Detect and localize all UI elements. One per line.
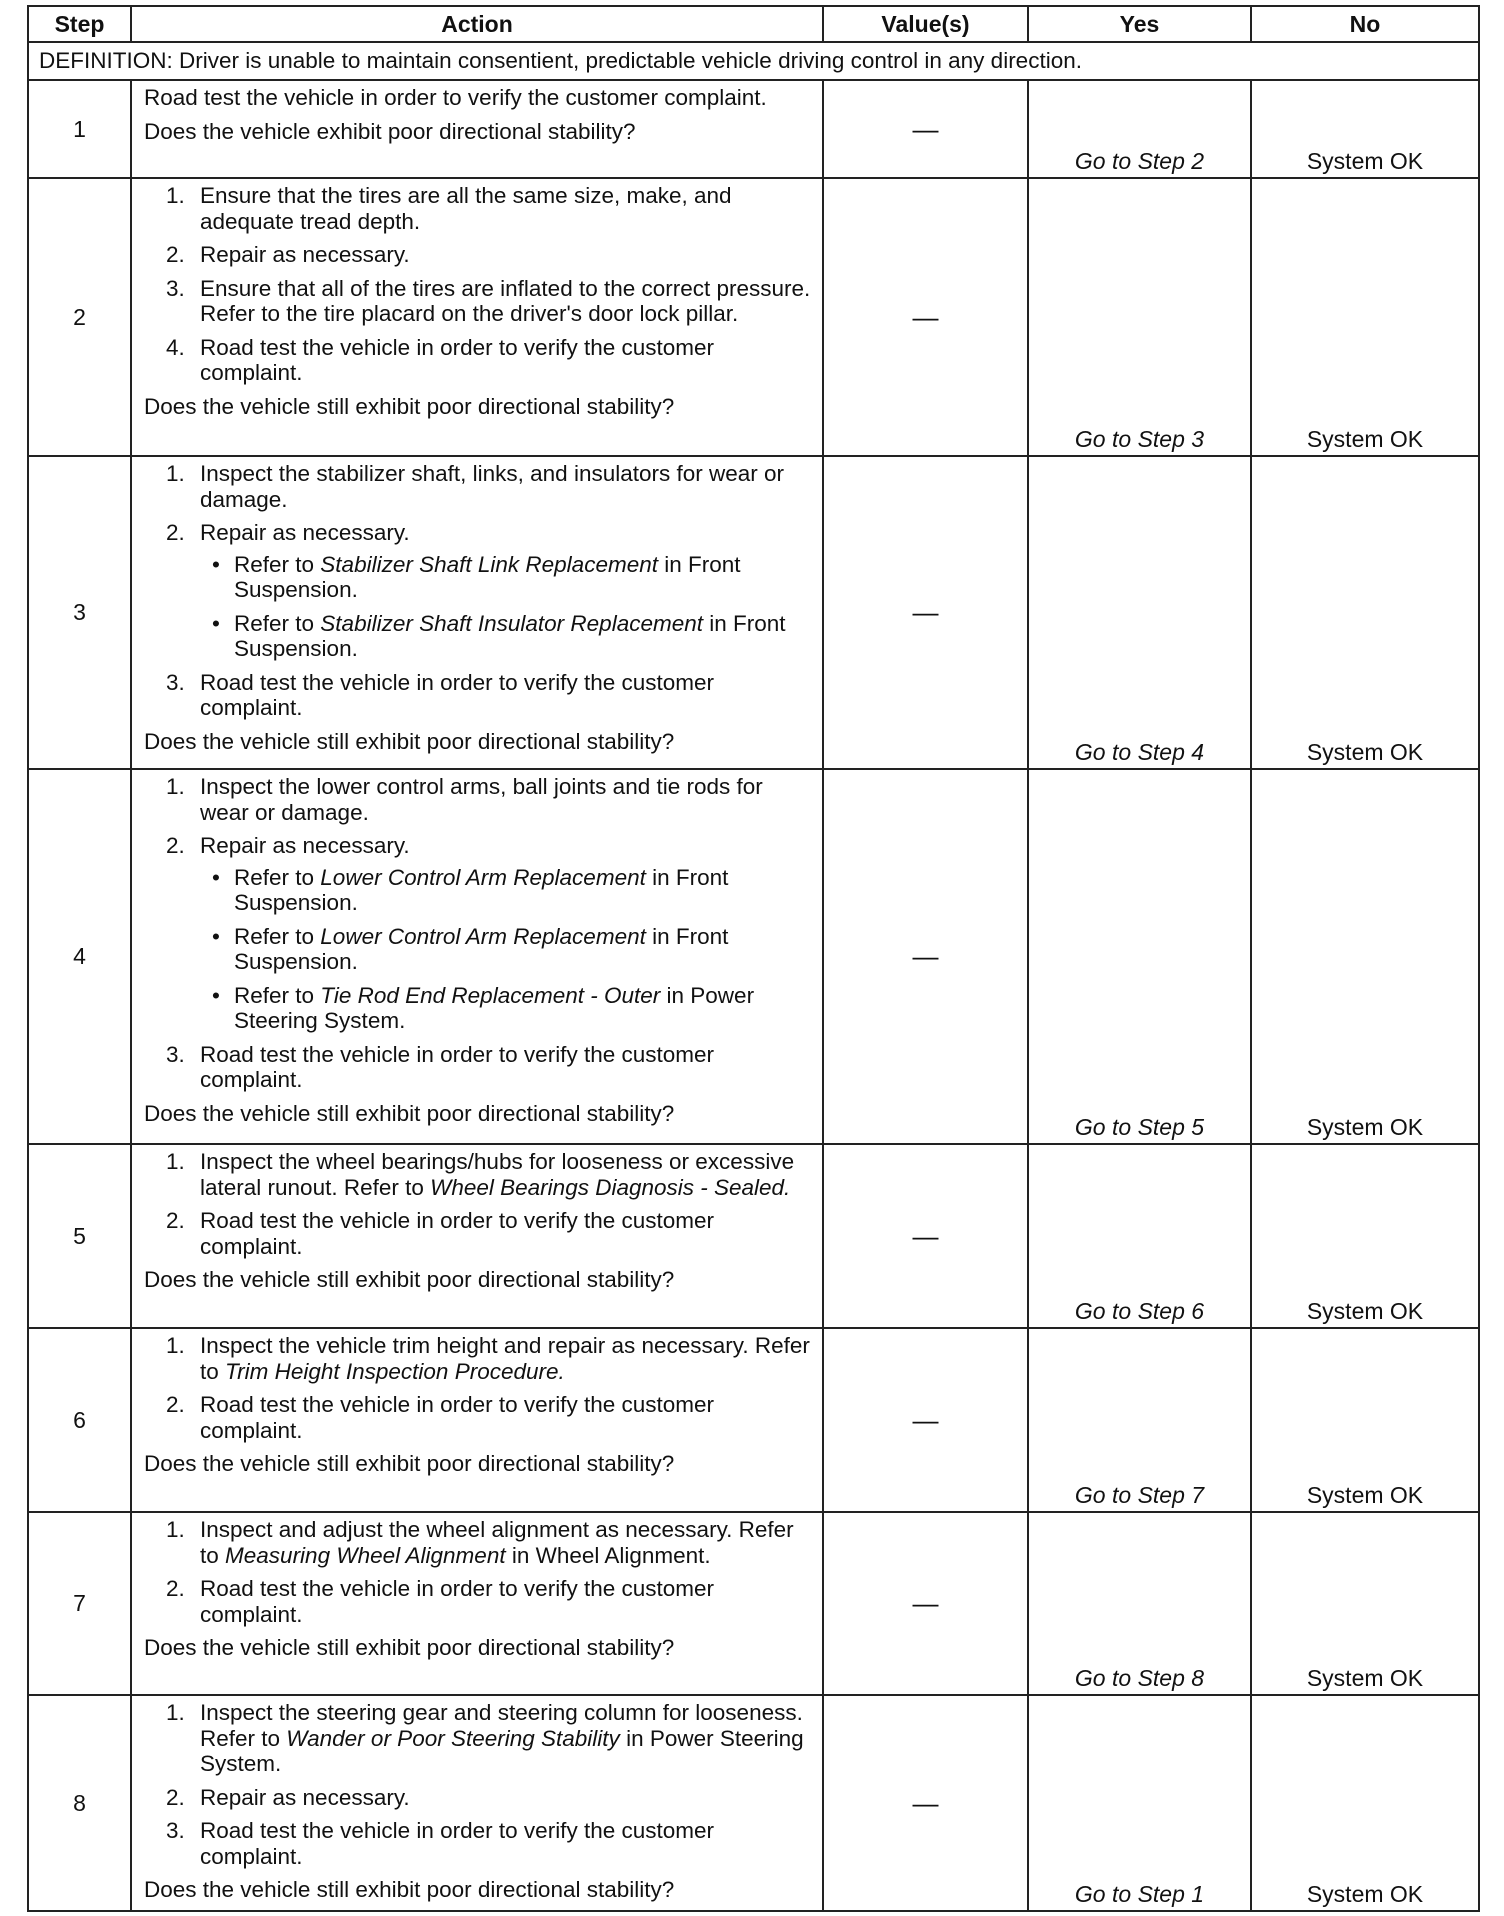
action-item: 1. Inspect the lower control arms, ball joints and tie rods for wear or damage. xyxy=(166,774,763,825)
action-item: 2. Road test the vehicle in order to verify the customer complaint. xyxy=(166,1208,714,1259)
reference-item: • Refer to Tie Rod End Replacement - Outer in Power Steering System. xyxy=(212,982,755,1033)
step-value: — xyxy=(823,1512,1028,1695)
table-row xyxy=(28,1328,1479,1512)
table-row xyxy=(28,456,1479,769)
no-result: System OK xyxy=(1251,1512,1479,1695)
step-action xyxy=(131,769,823,1144)
table-row xyxy=(28,769,1479,1144)
no-result: System OK xyxy=(1251,178,1479,456)
reference-link[interactable]: Wander or Poor Steering Stability xyxy=(286,1725,620,1751)
definition-text: DEFINITION: Driver is unable to maintain consentient, predictable vehicle driving control in any direction. xyxy=(28,42,1479,80)
step-action xyxy=(131,1512,823,1695)
action-item: 2. Repair as necessary. • Refer to Stabilizer Shaft Link Replacement in Front Suspension. • Refer to Stabilizer Shaft Insulator Replacement in Front Suspension. xyxy=(144,520,812,662)
action-item: 2. Repair as necessary. • Refer to Lower Control Arm Replacement in Front Suspension. • Refer to Lower Control Arm Replacement in Front Suspension. • Refer to Tie Rod End Replacement - Outer in Power Steering System. xyxy=(144,833,812,1034)
step-value: — xyxy=(823,1144,1028,1328)
action-item: 1. Inspect the vehicle trim height and repair as necessary. Refer to Trim Height Inspection Procedure. xyxy=(166,1333,810,1384)
step-number: 8 xyxy=(28,1695,131,1911)
step-action xyxy=(131,80,823,178)
action-item: 3. Road test the vehicle in order to verify the customer complaint. xyxy=(166,1041,714,1092)
header-yes: Yes xyxy=(1028,6,1251,42)
step-question: Does the vehicle still exhibit poor directional stability? xyxy=(144,1451,675,1476)
step-action xyxy=(131,178,823,456)
reference-link[interactable]: Lower Control Arm Replacement xyxy=(320,923,646,949)
yes-result: Go to Step 1 xyxy=(1028,1695,1251,1911)
action-item: 4. Road test the vehicle in order to verify the customer complaint. xyxy=(166,334,714,385)
yes-result: Go to Step 3 xyxy=(1028,178,1251,456)
step-number: 5 xyxy=(28,1144,131,1328)
step-question: Does the vehicle exhibit poor directional stability? xyxy=(144,118,636,144)
step-action xyxy=(131,1144,823,1328)
reference-link[interactable]: Stabilizer Shaft Link Replacement xyxy=(320,551,658,577)
step-number: 3 xyxy=(28,456,131,769)
step-value: — xyxy=(823,1695,1028,1911)
action-item: 1. Inspect the stabilizer shaft, links, and insulators for wear or damage. xyxy=(166,461,785,512)
yes-result: Go to Step 6 xyxy=(1028,1144,1251,1328)
step-question: Does the vehicle still exhibit poor directional stability? xyxy=(144,1877,675,1902)
action-item: 1. Inspect and adjust the wheel alignment as necessary. Refer to Measuring Wheel Alignment in Wheel Alignment. xyxy=(166,1517,794,1568)
table-row xyxy=(28,1144,1479,1328)
step-number: 1 xyxy=(28,80,131,178)
step-number: 6 xyxy=(28,1328,131,1512)
yes-result: Go to Step 5 xyxy=(1028,769,1251,1144)
header-no: No xyxy=(1251,6,1479,42)
action-item: 3. Road test the vehicle in order to verify the customer complaint. xyxy=(166,669,714,720)
step-value: — xyxy=(823,1328,1028,1512)
action-item: 2. Road test the vehicle in order to verify the customer complaint. xyxy=(166,1392,714,1443)
no-result: System OK xyxy=(1251,1695,1479,1911)
action-item: 2. Road test the vehicle in order to verify the customer complaint. xyxy=(166,1576,714,1627)
step-action xyxy=(131,1695,823,1911)
reference-link[interactable]: Measuring Wheel Alignment xyxy=(225,1542,506,1568)
reference-link[interactable]: Trim Height Inspection Procedure. xyxy=(225,1358,565,1384)
reference-item: • Refer to Lower Control Arm Replacement in Front Suspension. xyxy=(212,864,729,915)
yes-result: Go to Step 2 xyxy=(1028,80,1251,178)
yes-result: Go to Step 4 xyxy=(1028,456,1251,769)
yes-result: Go to Step 8 xyxy=(1028,1512,1251,1695)
step-value: — xyxy=(823,178,1028,456)
reference-item: • Refer to Stabilizer Shaft Insulator Replacement in Front Suspension. xyxy=(212,610,786,661)
no-result: System OK xyxy=(1251,1328,1479,1512)
reference-item: • Refer to Lower Control Arm Replacement in Front Suspension. xyxy=(212,923,729,974)
step-question: Does the vehicle still exhibit poor directional stability? xyxy=(144,728,675,754)
step-value: — xyxy=(823,456,1028,769)
header-row xyxy=(28,6,1479,42)
action-item: 3. Road test the vehicle in order to verify the customer complaint. xyxy=(166,1818,714,1869)
action-item: 3. Ensure that all of the tires are inflated to the correct pressure. Refer to the tire placard on the driver's door lock pillar. xyxy=(166,275,811,326)
no-result: System OK xyxy=(1251,769,1479,1144)
step-question: Does the vehicle still exhibit poor directional stability? xyxy=(144,1267,675,1292)
reference-link[interactable]: Wheel Bearings Diagnosis - Sealed. xyxy=(430,1174,791,1200)
table-row xyxy=(28,1512,1479,1695)
step-question: Does the vehicle still exhibit poor directional stability? xyxy=(144,1635,675,1660)
step-number: 7 xyxy=(28,1512,131,1695)
no-result: System OK xyxy=(1251,1144,1479,1328)
reference-link[interactable]: Stabilizer Shaft Insulator Replacement xyxy=(320,610,703,636)
reference-item: • Refer to Stabilizer Shaft Link Replacement in Front Suspension. xyxy=(212,551,741,602)
header-action: Action xyxy=(131,6,823,42)
step-value: — xyxy=(823,80,1028,178)
diagnostic-table xyxy=(27,5,1480,1912)
step-number: 4 xyxy=(28,769,131,1144)
step-question: Does the vehicle still exhibit poor directional stability? xyxy=(144,393,675,419)
action-item: 2. Repair as necessary. xyxy=(166,1784,410,1810)
table-row xyxy=(28,80,1479,178)
header-step: Step xyxy=(28,6,131,42)
yes-result: Go to Step 7 xyxy=(1028,1328,1251,1512)
action-text: Road test the vehicle in order to verify the customer complaint. xyxy=(144,85,767,110)
no-result: System OK xyxy=(1251,80,1479,178)
table-row xyxy=(28,1695,1479,1911)
step-action xyxy=(131,1328,823,1512)
header-values: Value(s) xyxy=(823,6,1028,42)
action-item: 2. Repair as necessary. xyxy=(166,242,410,267)
reference-link[interactable]: Tie Rod End Replacement - Outer xyxy=(320,982,661,1008)
step-question: Does the vehicle still exhibit poor directional stability? xyxy=(144,1100,675,1126)
table-row xyxy=(28,178,1479,456)
reference-link[interactable]: Lower Control Arm Replacement xyxy=(320,864,646,890)
action-item: 1. Inspect the wheel bearings/hubs for looseness or excessive lateral runout. Refer to Wheel Bearings Diagnosis - Sealed. xyxy=(166,1149,795,1200)
action-item: 1. Ensure that the tires are all the same size, make, and adequate tread depth. xyxy=(166,183,732,234)
step-number: 2 xyxy=(28,178,131,456)
step-value: — xyxy=(823,769,1028,1144)
action-item: 1. Inspect the steering gear and steering column for looseness. Refer to Wander or Poor Steering Stability in Power Steering System. xyxy=(166,1700,804,1776)
step-action xyxy=(131,456,823,769)
definition-row xyxy=(28,42,1479,80)
no-result: System OK xyxy=(1251,456,1479,769)
